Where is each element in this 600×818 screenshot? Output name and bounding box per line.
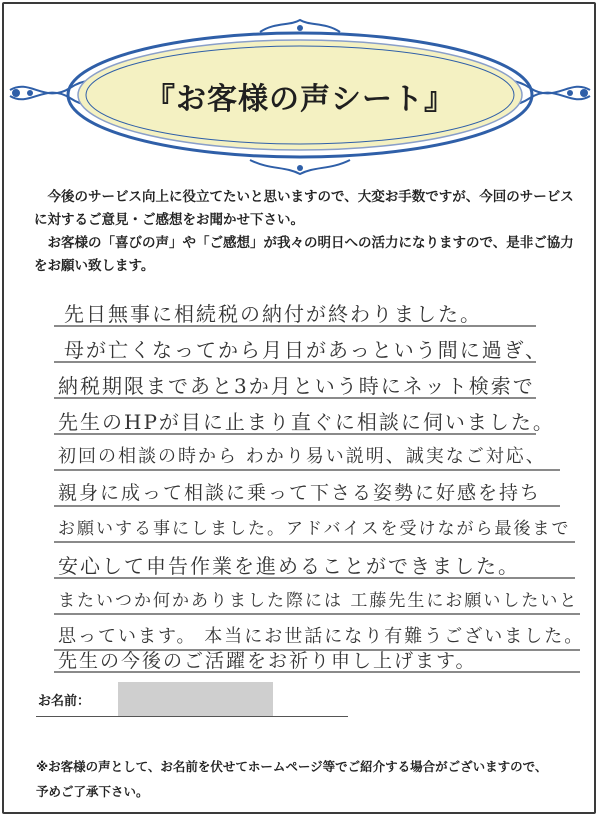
handwritten-line: 先日無事に相続税の納付が終わりました。 — [64, 302, 482, 326]
handwritten-line: 安心して申告作業を進めることができました。 — [58, 554, 520, 578]
name-label: お名前： — [38, 694, 91, 709]
redacted-name — [118, 682, 273, 716]
intro-paragraph-2: お客様の「喜びの声」や「ご感想」が我々の明日への活力になりますので、是非ご協力をお願い致します。 — [34, 235, 574, 274]
footnote-line-1: ※お客様の声として、お名前を伏せてホームページ等でご紹介する場合がございますので、 — [36, 759, 548, 774]
footnote-line-2: 予めご了承下さい。 — [36, 784, 149, 799]
handwritten-line: 母が亡くなってから月日があっという間に過ぎ、 — [64, 338, 547, 362]
handwritten-line: 納税期限まであと3か月という時にネット検索で — [58, 374, 535, 398]
handwritten-line: 先生のHPが目に止まり直ぐに相談に伺いました。 — [58, 410, 555, 434]
handwritten-line: 親身に成って相談に乗って下さる姿勢に好感を持ち — [58, 482, 542, 504]
page-title: 『お客様の声シート』 — [145, 82, 455, 117]
handwritten-line: お願いする事にしました。アドバイスを受けながら最後まで — [58, 519, 571, 539]
intro-paragraph-1: 今後のサービス向上に役立てたいと思いますので、大変お手数ですが、今回のサービスに対するご意見・ご感想をお聞かせ下さい。 — [34, 189, 574, 228]
handwritten-line: またいつか何かありました際には 工藤先生にお願いしたいと — [58, 591, 579, 611]
handwritten-line: 思っています。 本当にお世話になり有難うございました。 — [58, 626, 585, 647]
footnote — [36, 754, 576, 804]
handwritten-line: 初回の相談の時から わかり易い説明、誠実なご対応、 — [58, 446, 546, 467]
handwritten-line: 先生の今後のご活躍をお祈り申し上げます。 — [58, 650, 477, 672]
name-underline — [36, 716, 348, 717]
